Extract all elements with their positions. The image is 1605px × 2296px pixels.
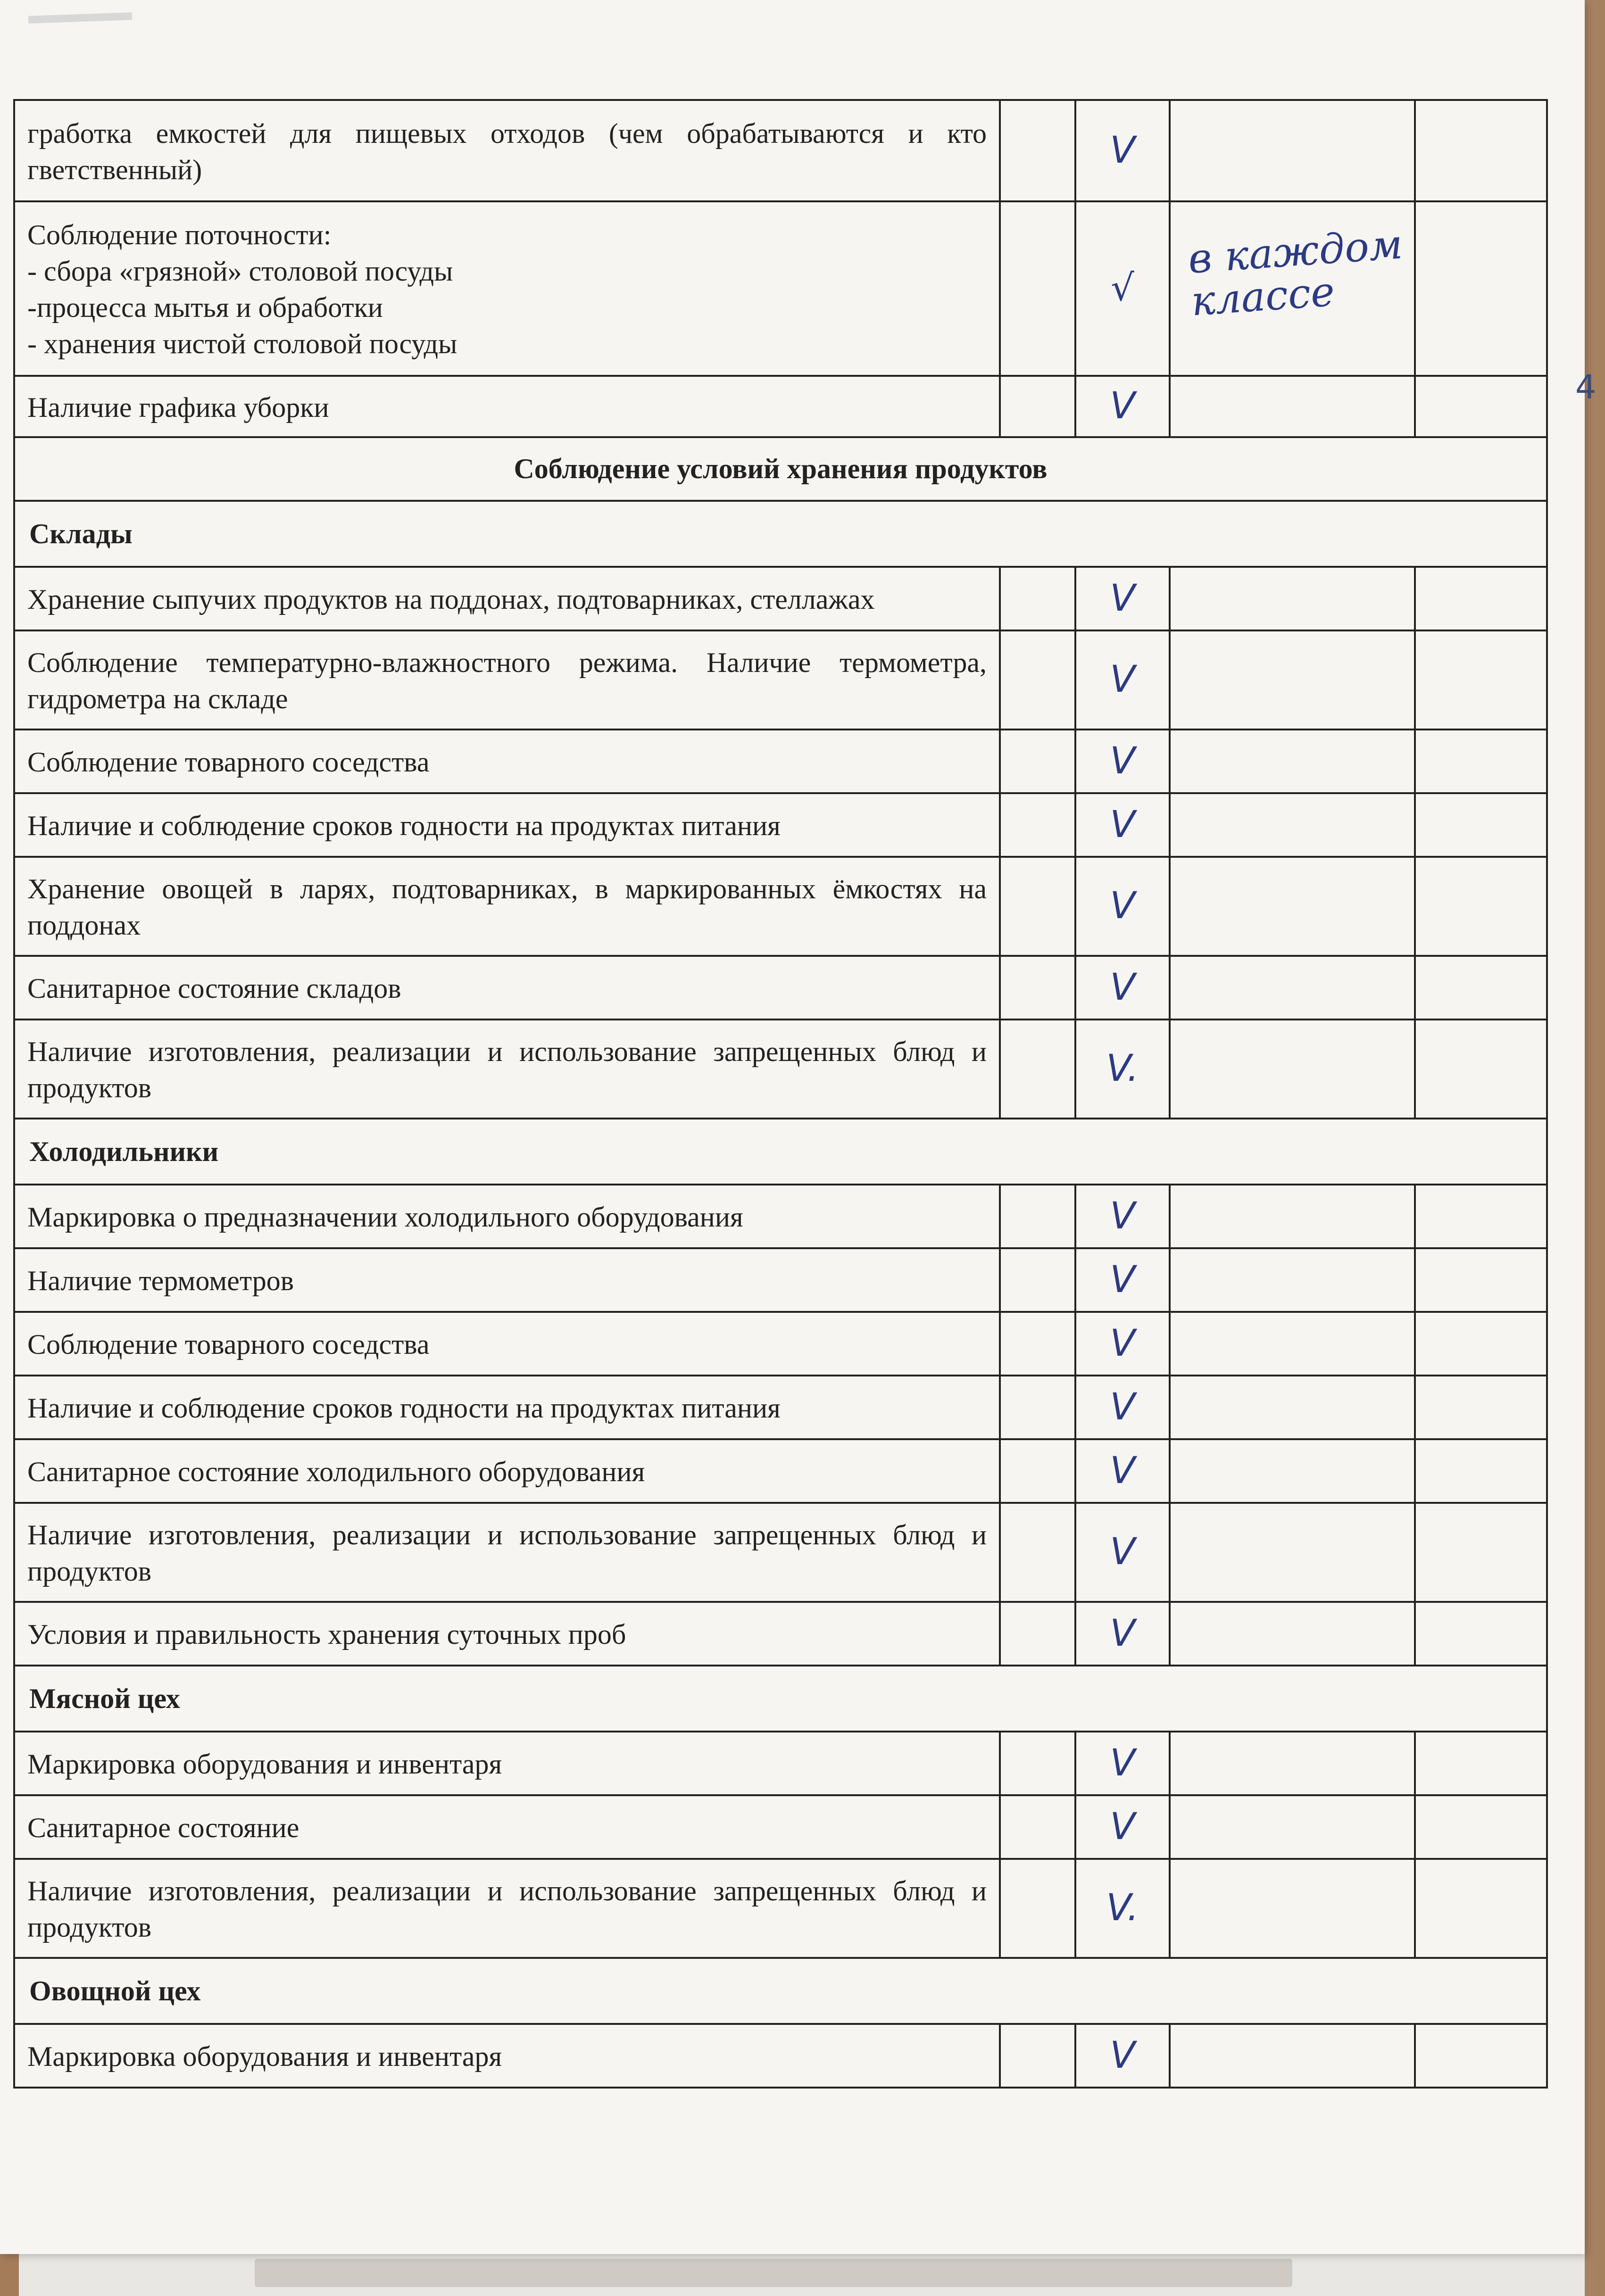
- blank-cell: [1415, 956, 1547, 1020]
- blank-cell: [1415, 201, 1547, 376]
- blank-cell: [1000, 1732, 1075, 1795]
- checkmark-icon: V: [1110, 966, 1135, 1009]
- checkmark-icon: V: [1110, 1741, 1135, 1784]
- criterion-text: Маркировка о предназначении холодильного оборудования: [27, 1202, 743, 1233]
- blank-cell: [1415, 1503, 1547, 1602]
- criterion-cell: [14, 100, 1000, 201]
- blank-cell: [1415, 1248, 1547, 1312]
- table-row: [14, 729, 1547, 793]
- blank-cell: [1000, 1602, 1075, 1666]
- criterion-cell: [14, 857, 1000, 956]
- note-cell: [1170, 956, 1415, 1020]
- criterion-cell: [14, 956, 1000, 1020]
- checkmark-icon: V: [1110, 1194, 1135, 1237]
- table-row: [14, 630, 1547, 729]
- check-cell: [1075, 567, 1170, 630]
- handwritten-note: в каждом классе: [1186, 221, 1405, 325]
- check-cell: [1075, 793, 1170, 857]
- criterion-text: Маркировка оборудования и инвентаря: [27, 2041, 502, 2072]
- note-cell: [1170, 100, 1415, 201]
- criterion-cell: [14, 2024, 1000, 2088]
- criterion-cell: [14, 1602, 1000, 1666]
- blank-cell: [1415, 1020, 1547, 1119]
- blank-cell: [1000, 1376, 1075, 1439]
- blank-cell: [1415, 857, 1547, 956]
- criterion-cell: [14, 1376, 1000, 1439]
- checkmark-icon: V: [1110, 1449, 1135, 1492]
- note-cell: [1170, 1248, 1415, 1312]
- note-cell: [1170, 1020, 1415, 1119]
- criterion-text: Наличие и соблюдение сроков годности на продуктах питания: [27, 810, 781, 842]
- blank-cell: [1000, 1248, 1075, 1312]
- section-title: Овощной цех: [14, 1958, 1547, 2024]
- note-cell: [1170, 1732, 1415, 1795]
- checkmark-icon: V: [1110, 1258, 1135, 1301]
- criterion-text: Санитарное состояние складов: [27, 973, 401, 1004]
- criterion-cell: [14, 1732, 1000, 1795]
- criterion-cell: [14, 1795, 1000, 1859]
- blank-cell: [1000, 1795, 1075, 1859]
- table-row: [14, 1248, 1547, 1312]
- blank-cell: [1000, 793, 1075, 857]
- check-cell: [1075, 2024, 1170, 2088]
- note-cell: [1170, 729, 1415, 793]
- checkmark-icon: V: [1110, 885, 1135, 928]
- blank-cell: [1000, 1439, 1075, 1503]
- check-cell: [1075, 1312, 1170, 1376]
- criterion-cell: [14, 1503, 1000, 1602]
- table-row: [14, 1185, 1547, 1248]
- check-cell: [1075, 376, 1170, 437]
- checkmark-icon: V: [1110, 129, 1135, 172]
- staple: [28, 12, 132, 24]
- blank-cell: [1415, 2024, 1547, 2088]
- criterion-text: Соблюдение температурно-влажностного режима. Наличие термометра, гидрометра на складе: [27, 647, 987, 714]
- check-cell: [1075, 100, 1170, 201]
- check-cell: [1075, 729, 1170, 793]
- criterion-text: Наличие изготовления, реализации и использование запрещенных блюд и продуктов: [27, 1519, 987, 1587]
- blank-cell: [1415, 1732, 1547, 1795]
- note-cell: [1170, 857, 1415, 956]
- blank-cell: [1415, 1312, 1547, 1376]
- criterion-text: Санитарное состояние холодильного оборудования: [27, 1456, 645, 1488]
- blank-cell: [1415, 630, 1547, 729]
- criterion-cell: [14, 1859, 1000, 1958]
- criterion-cell: [14, 1020, 1000, 1119]
- criterion-cell: [14, 567, 1000, 630]
- table-row: [14, 1312, 1547, 1376]
- section-title: Холодильники: [14, 1119, 1547, 1185]
- blank-cell: [1000, 857, 1075, 956]
- check-cell: [1075, 956, 1170, 1020]
- check-cell: [1075, 1503, 1170, 1602]
- checkmark-icon: V.: [1106, 1047, 1139, 1090]
- table-row: [14, 857, 1547, 956]
- checkmark-icon: V: [1110, 1612, 1135, 1655]
- table-row: [14, 1439, 1547, 1503]
- table-row: [14, 567, 1547, 630]
- criterion-text: Маркировка оборудования и инвентаря: [27, 1749, 502, 1780]
- check-cell: [1075, 1602, 1170, 1666]
- check-cell: [1075, 1859, 1170, 1958]
- checkmark-icon: V: [1110, 2034, 1135, 2077]
- section-title-row: [14, 1119, 1547, 1185]
- note-cell: [1170, 1439, 1415, 1503]
- main-title: Соблюдение условий хранения продуктов: [14, 437, 1547, 501]
- note-cell: [1170, 1859, 1415, 1958]
- criterion-cell: [14, 376, 1000, 437]
- table-row: [14, 1795, 1547, 1859]
- note-cell: [1170, 793, 1415, 857]
- note-cell: [1170, 1185, 1415, 1248]
- table-row: [14, 956, 1547, 1020]
- checkmark-icon: V: [1110, 803, 1135, 846]
- blank-cell: [1415, 567, 1547, 630]
- note-cell: [1170, 1795, 1415, 1859]
- checkmark-icon: √: [1111, 267, 1134, 310]
- criterion-cell: [14, 793, 1000, 857]
- blank-cell: [1415, 1602, 1547, 1666]
- blank-cell: [1000, 1312, 1075, 1376]
- table-row: [14, 1020, 1547, 1119]
- check-cell: [1075, 857, 1170, 956]
- criterion-cell: [14, 1439, 1000, 1503]
- criterion-cell: [14, 201, 1000, 376]
- criterion-text: Хранение сыпучих продуктов на поддонах, подтоварниках, стеллажах: [27, 584, 875, 615]
- table-row: [14, 793, 1547, 857]
- section-title-row: [14, 1666, 1547, 1732]
- blank-cell: [1415, 729, 1547, 793]
- table-row: [14, 100, 1547, 201]
- table-row: [14, 1503, 1547, 1602]
- check-cell: [1075, 201, 1170, 376]
- table-row: [14, 2024, 1547, 2088]
- checkmark-icon: V: [1110, 1805, 1135, 1848]
- section-title-row: [14, 1958, 1547, 2024]
- blank-cell: [1000, 1503, 1075, 1602]
- note-cell: [1170, 2024, 1415, 2088]
- check-cell: [1075, 1020, 1170, 1119]
- blank-cell: [1415, 1795, 1547, 1859]
- note-cell: [1170, 1376, 1415, 1439]
- binder-clip: [255, 2259, 1292, 2287]
- table-row: [14, 201, 1547, 376]
- criterion-text: Соблюдение товарного соседства: [27, 746, 430, 778]
- blank-cell: [1000, 376, 1075, 437]
- table-row: [14, 1602, 1547, 1666]
- criterion-cell: [14, 1185, 1000, 1248]
- checkmark-icon: V: [1110, 658, 1135, 701]
- inspection-table: [13, 99, 1548, 2089]
- criterion-text: Наличие изготовления, реализации и использование запрещенных блюд и продуктов: [27, 1875, 987, 1943]
- note-cell: [1170, 567, 1415, 630]
- margin-mark: 4: [1575, 368, 1597, 406]
- criterion-text: Условия и правильность хранения суточных проб: [27, 1619, 626, 1650]
- check-cell: [1075, 1795, 1170, 1859]
- criterion-text: Наличие графика уборки: [27, 391, 329, 423]
- blank-cell: [1415, 376, 1547, 437]
- blank-cell: [1000, 1859, 1075, 1958]
- check-cell: [1075, 630, 1170, 729]
- blank-cell: [1415, 1376, 1547, 1439]
- criterion-cell: [14, 1248, 1000, 1312]
- blank-cell: [1000, 1020, 1075, 1119]
- checkmark-icon: V: [1110, 385, 1135, 428]
- blank-cell: [1000, 100, 1075, 201]
- blank-cell: [1000, 729, 1075, 793]
- section-title: Мясной цех: [14, 1666, 1547, 1732]
- check-cell: [1075, 1248, 1170, 1312]
- criterion-text: Санитарное состояние: [27, 1812, 299, 1844]
- table-row: [14, 1732, 1547, 1795]
- check-cell: [1075, 1439, 1170, 1503]
- note-cell: [1170, 376, 1415, 437]
- blank-cell: [1415, 100, 1547, 201]
- criterion-text: Соблюдение товарного соседства: [27, 1329, 430, 1360]
- note-cell: [1170, 1312, 1415, 1376]
- table-row: [14, 376, 1547, 437]
- check-cell: [1075, 1185, 1170, 1248]
- criterion-text: Наличие и соблюдение сроков годности на продуктах питания: [27, 1393, 781, 1424]
- check-cell: [1075, 1732, 1170, 1795]
- note-cell: [1170, 1602, 1415, 1666]
- criterion-text: Соблюдение поточности: - сбора «грязной» столовой посуды -процесса мытья и обработки - хранения чистой столовой посуды: [27, 219, 457, 359]
- criterion-text: Хранение овощей в ларях, подтоварниках, в маркированных ёмкостях на поддонах: [27, 873, 987, 941]
- checkmark-icon: V: [1110, 1531, 1135, 1574]
- note-cell: [1170, 201, 1415, 376]
- table-row: [14, 1859, 1547, 1958]
- checkmark-icon: V: [1110, 739, 1135, 782]
- blank-cell: [1000, 201, 1075, 376]
- criterion-cell: [14, 729, 1000, 793]
- blank-cell: [1000, 2024, 1075, 2088]
- checkmark-icon: V: [1110, 1322, 1135, 1365]
- section-title-row: [14, 501, 1547, 567]
- note-cell: [1170, 1503, 1415, 1602]
- section-title: Склады: [14, 501, 1547, 567]
- checkmark-icon: V.: [1106, 1887, 1139, 1930]
- checkmark-icon: V: [1110, 1385, 1135, 1428]
- blank-cell: [1415, 1439, 1547, 1503]
- criterion-text: Наличие термометров: [27, 1265, 294, 1297]
- criterion-cell: [14, 1312, 1000, 1376]
- blank-cell: [1000, 1185, 1075, 1248]
- blank-cell: [1000, 630, 1075, 729]
- checkmark-icon: V: [1110, 577, 1135, 620]
- criterion-text: гработка емкостей для пищевых отходов (чем обрабатываются и кто гветственный): [27, 117, 987, 185]
- blank-cell: [1415, 1185, 1547, 1248]
- table-row: [14, 1376, 1547, 1439]
- blank-cell: [1000, 956, 1075, 1020]
- note-cell: [1170, 630, 1415, 729]
- blank-cell: [1000, 567, 1075, 630]
- criterion-cell: [14, 630, 1000, 729]
- criterion-text: Наличие изготовления, реализации и использование запрещенных блюд и продуктов: [27, 1036, 987, 1103]
- blank-cell: [1415, 1859, 1547, 1958]
- main-title-row: [14, 437, 1547, 501]
- blank-cell: [1415, 793, 1547, 857]
- check-cell: [1075, 1376, 1170, 1439]
